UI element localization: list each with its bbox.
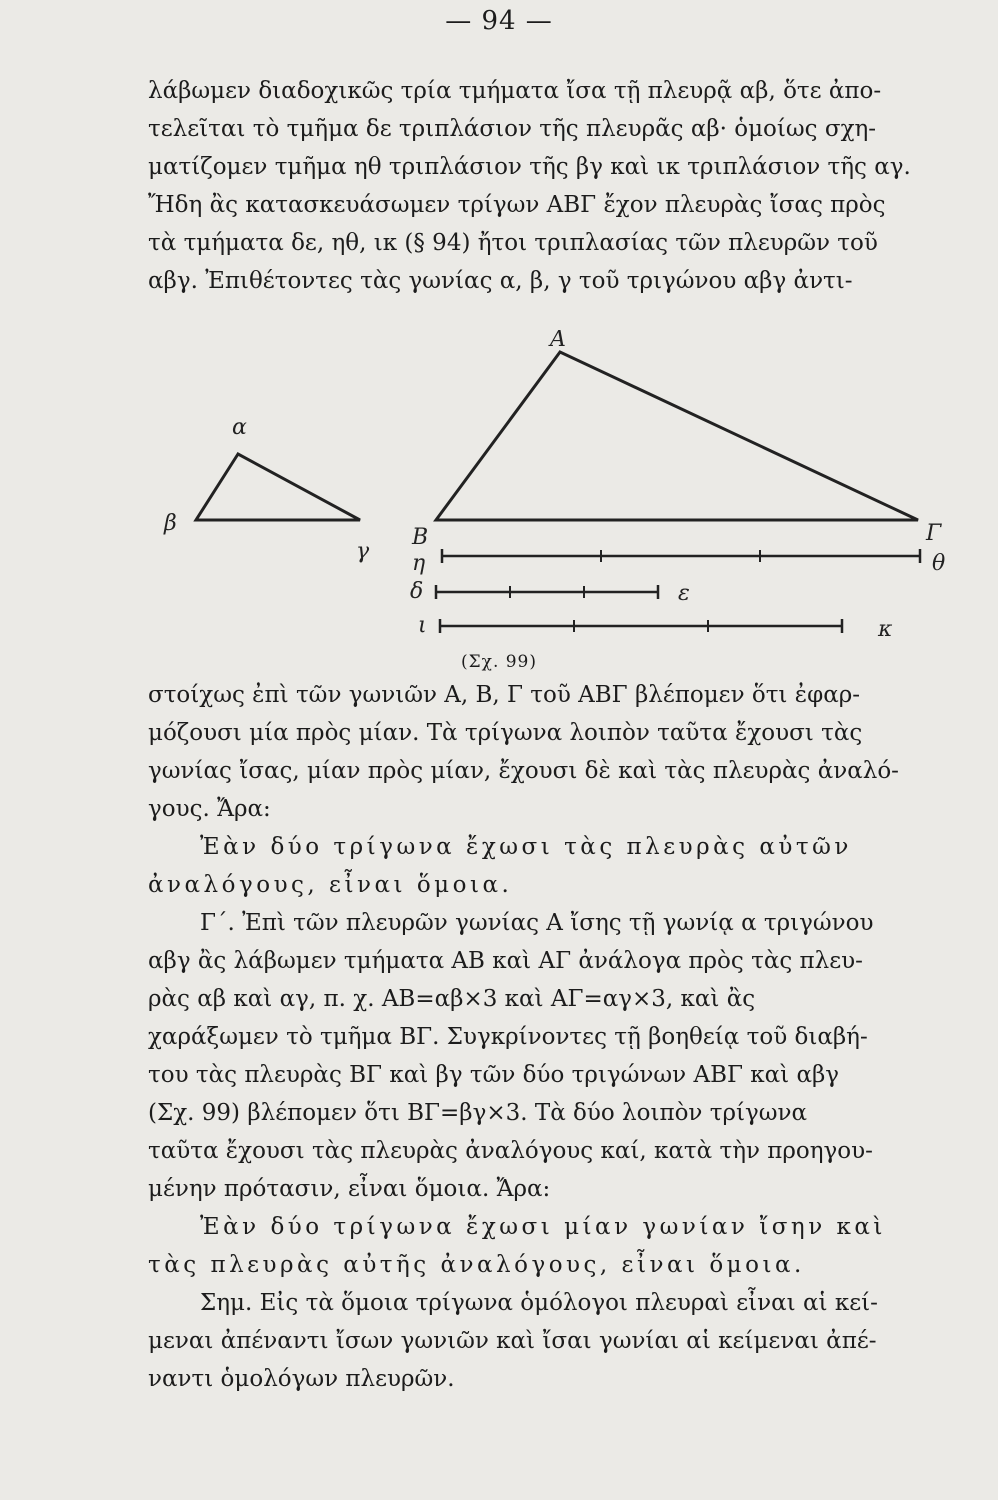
text-line: Ἐὰν δύο τρίγωνα ἔχωσι μίαν γωνίαν ἴσην καὶ xyxy=(200,1214,886,1240)
text-line: τελεῖται τὸ τμῆμα δε τριπλάσιον τῆς πλευρᾶς αβ· ὁμοίως σχη- xyxy=(148,116,877,142)
text-line: μόζουσι μία πρὸς μίαν. Τὰ τρίγωνα λοιπὸν ταῦτα ἔχουσι τὰς xyxy=(148,720,863,746)
label-small-right: γ xyxy=(356,539,370,564)
text-line: ναντι ὁμολόγων πλευρῶν. xyxy=(148,1366,455,1392)
large-triangle xyxy=(436,352,918,520)
figure-caption: (Σχ. 99) xyxy=(460,652,538,672)
text-line: χαράξωμεν τὸ τμῆμα ΒΓ. Συγκρίνοντες τῇ βοηθείᾳ τοῦ διαβή- xyxy=(148,1024,868,1050)
text-line: τὰ τμήματα δε, ηθ, ικ (§ 94) ἤτοι τριπλασίας τῶν πλευρῶν τοῦ xyxy=(148,230,878,256)
text-line: του τὰς πλευρὰς ΒΓ καὶ βγ τῶν δύο τριγώνων ΑΒΓ καὶ αβγ xyxy=(148,1062,840,1088)
text-line: (Σχ. 99) βλέπομεν ὅτι ΒΓ=βγ×3. Τὰ δύο λοιπὸν τρίγωνα xyxy=(148,1100,808,1126)
text-line: μένην πρότασιν, εἶναι ὅμοια. Ἄρα: xyxy=(148,1176,551,1202)
text-line: γωνίας ἴσας, μίαν πρὸς μίαν, ἔχουσι δὲ καὶ τὰς πλευρὰς ἀναλό- xyxy=(148,758,899,784)
text-line: μεναι ἀπέναντι ἴσων γωνιῶν καὶ ἴσαι γωνίαι αἱ κείμεναι ἀπέ- xyxy=(148,1328,877,1354)
text-line: λάβωμεν διαδοχικῶς τρία τμήματα ἴσα τῇ πλευρᾷ αβ, ὅτε ἀπο- xyxy=(148,78,882,104)
figure-99 xyxy=(150,330,970,670)
label-large-left: Β xyxy=(412,525,429,550)
text-line: γους. Ἄρα: xyxy=(148,796,271,822)
label-seg-kappa: κ xyxy=(878,617,893,642)
label-large-apex: Α xyxy=(550,330,566,352)
paragraph-top xyxy=(148,72,960,300)
text-line: Γ΄. Ἐπὶ τῶν πλευρῶν γωνίας Α ἴσης τῇ γωνίᾳ α τριγώνου xyxy=(200,910,874,936)
text-line: ταῦτα ἔχουσι τὰς πλευρὰς ἀναλόγους καί, κατὰ τὴν προηγου- xyxy=(148,1138,873,1164)
small-triangle xyxy=(196,454,360,520)
label-small-apex: α xyxy=(232,415,247,440)
label-seg-eta: η xyxy=(412,551,426,576)
text-line: αβγ. Ἐπιθέτοντες τὰς γωνίας α, β, γ τοῦ τριγώνου αβγ ἀντι- xyxy=(148,268,853,294)
page-number: — 94 — xyxy=(445,6,553,36)
paragraph-bottom xyxy=(148,676,960,1398)
text-line: ἀναλόγους, εἶναι ὅμοια. xyxy=(148,872,513,898)
label-small-left: β xyxy=(164,511,177,536)
text-line: αβγ ἂς λάβωμεν τμήματα ΑΒ καὶ ΑΓ ἀνάλογα πρὸς τὰς πλευ- xyxy=(148,948,863,974)
text-line: τὰς πλευρὰς αὐτῆς ἀναλόγους, εἶναι ὅμοια. xyxy=(148,1252,805,1278)
text-line: Σημ. Εἰς τὰ ὅμοια τρίγωνα ὁμόλογοι πλευραὶ εἶναι αἱ κεί- xyxy=(200,1290,878,1316)
text-line: στοίχως ἐπὶ τῶν γωνιῶν Α, Β, Γ τοῦ ΑΒΓ βλέπομεν ὅτι ἐφαρ- xyxy=(148,682,861,708)
text-line: Ἐὰν δύο τρίγωνα ἔχωσι τὰς πλευρὰς αὐτῶν xyxy=(200,834,852,860)
label-large-right: Γ xyxy=(926,521,942,546)
text-line: ματίζομεν τμῆμα ηθ τριπλάσιον τῆς βγ καὶ ικ τριπλάσιον τῆς αγ. xyxy=(148,154,911,180)
text-line: Ἤδη ἂς κατασκευάσωμεν τρίγων ΑΒΓ ἔχον πλευρὰς ἴσας πρὸς xyxy=(148,192,886,218)
label-seg-delta: δ xyxy=(410,579,424,604)
label-seg-theta: θ xyxy=(932,551,946,576)
label-seg-epsilon: ε xyxy=(678,581,690,606)
text-line: ρὰς αβ καὶ αγ, π. χ. ΑΒ=αβ×3 καὶ ΑΓ=αγ×3, καὶ ἂς xyxy=(148,986,756,1012)
label-seg-iota: ι xyxy=(418,613,427,638)
